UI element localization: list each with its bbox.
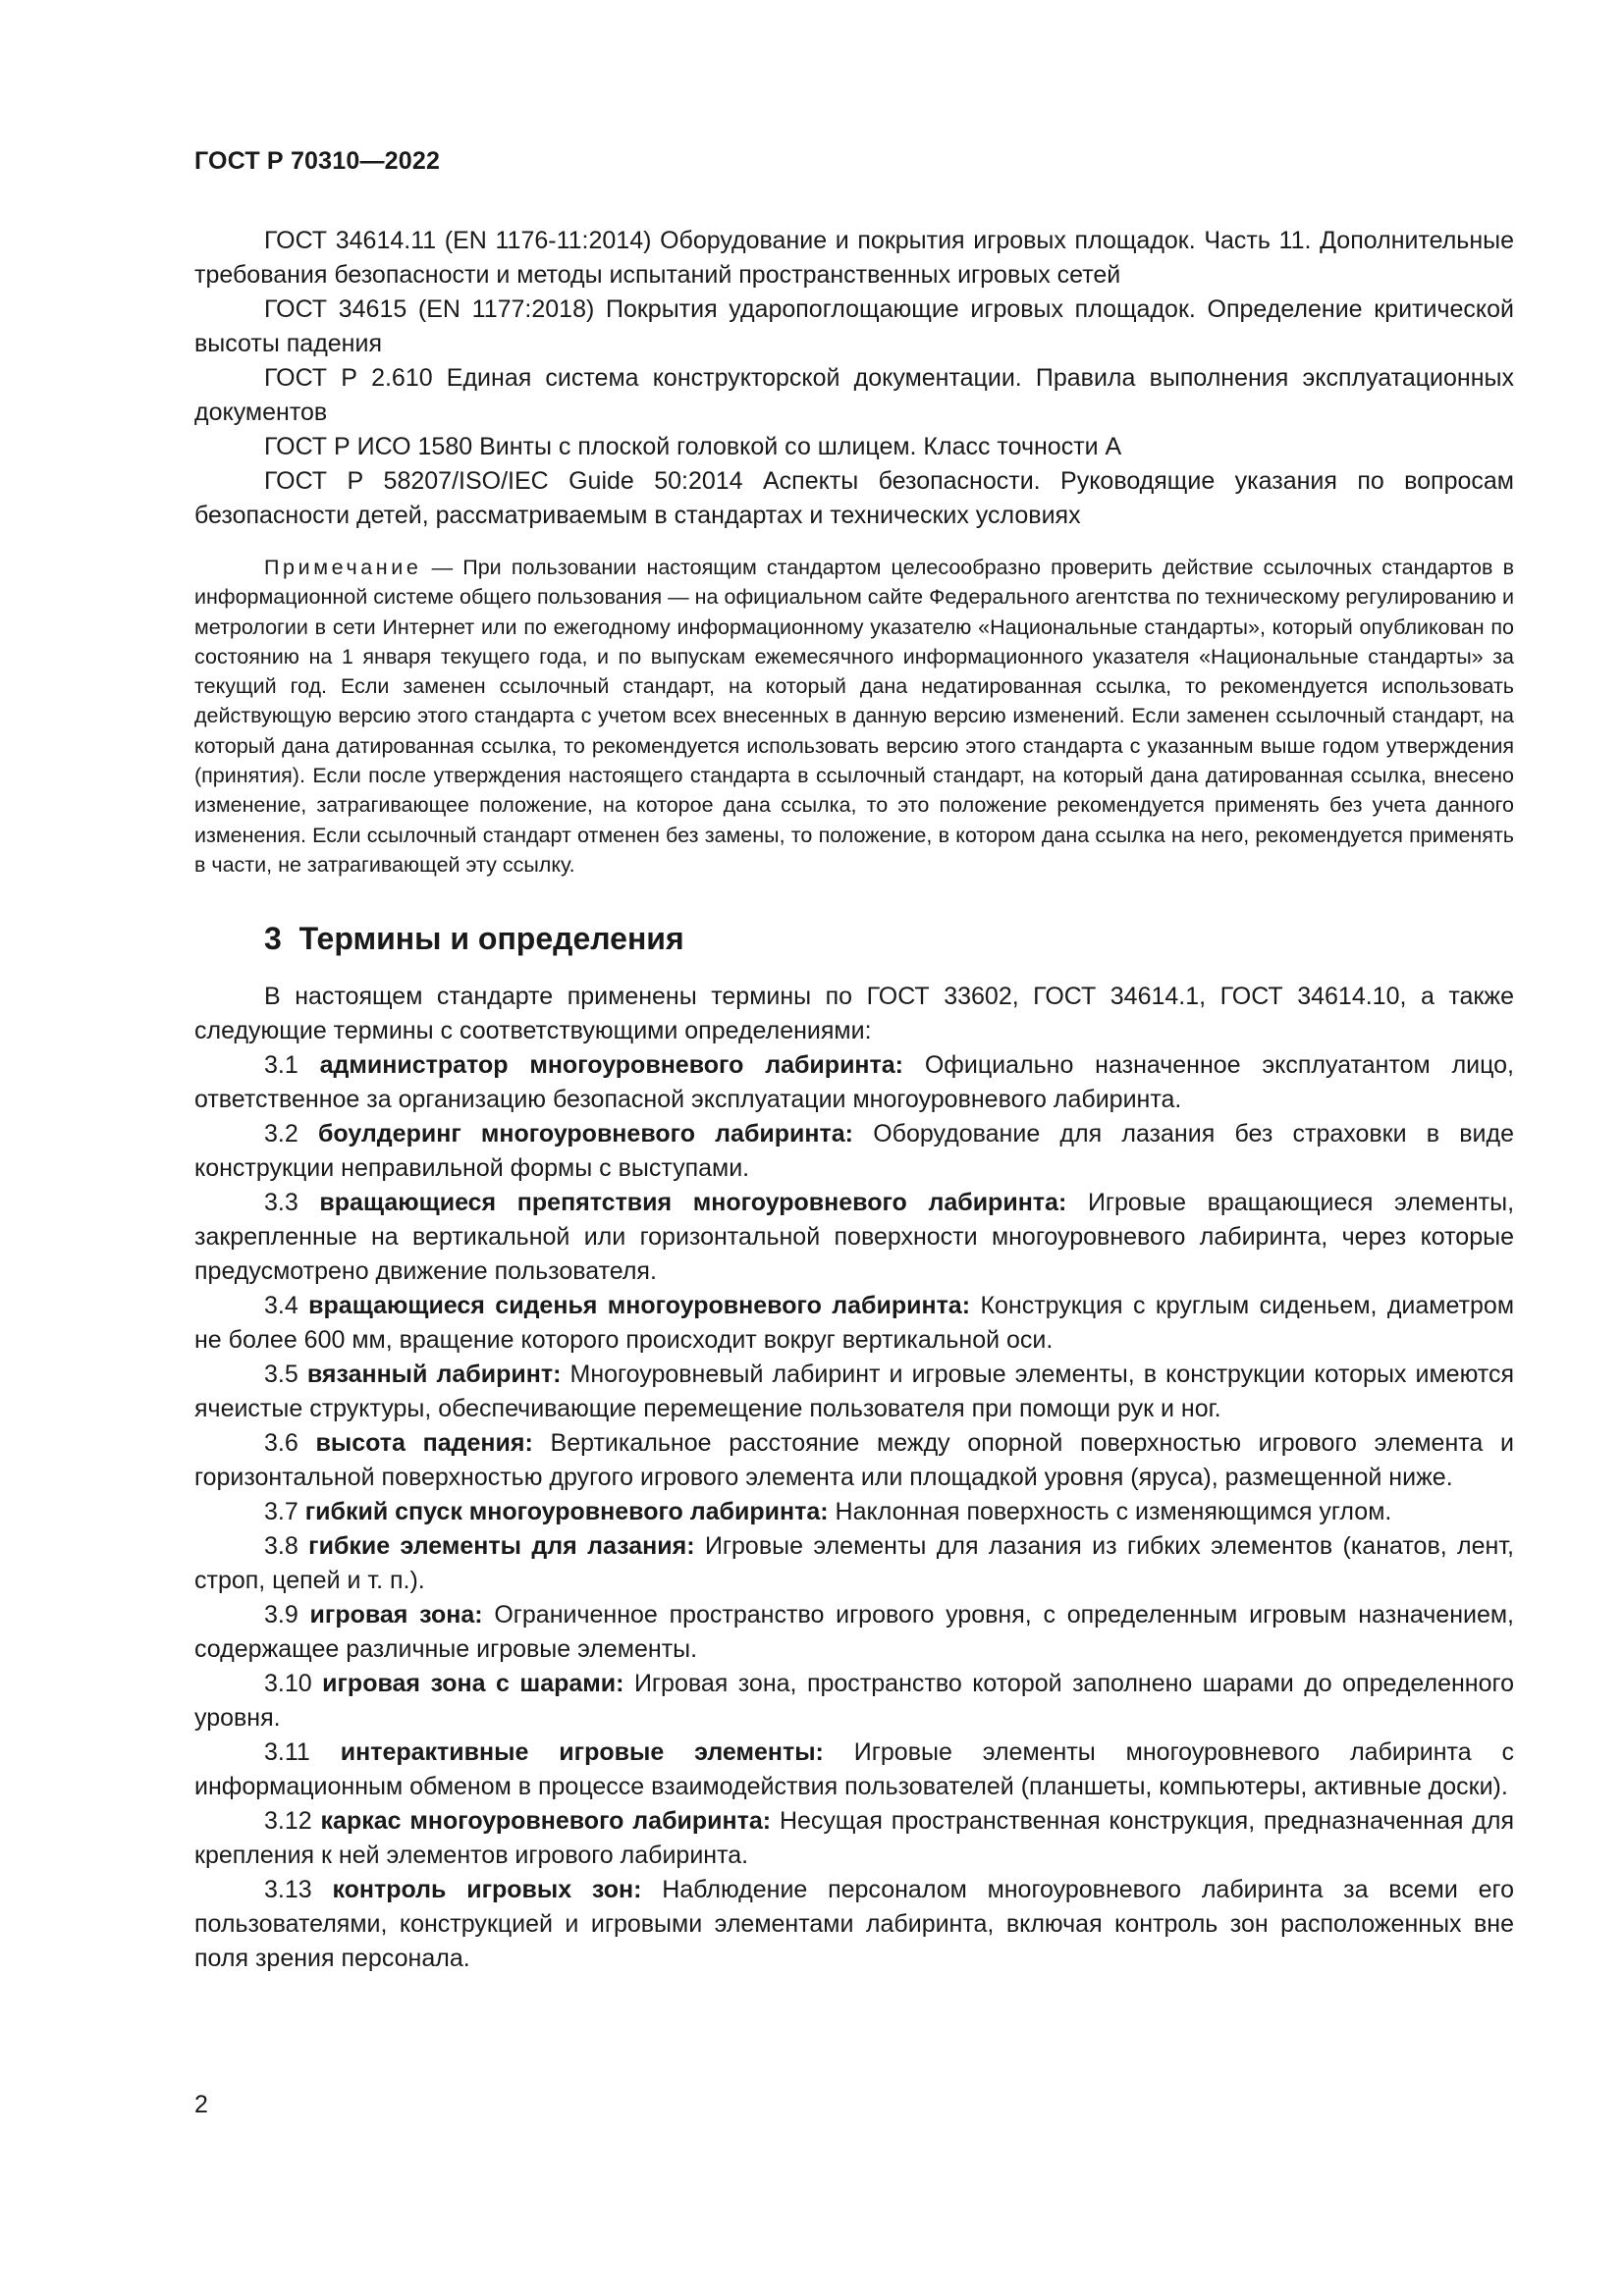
term-entry [194, 1186, 1514, 1289]
term-definition: Наклонная поверхность с изменяющимся углом. [835, 1498, 1392, 1526]
term-definition: Конструкция с круглым сиденьем, диаметром не более 600 мм, вращение которого происходит вокруг вертикальной оси. [194, 1292, 1515, 1355]
term-number: 3.3 [264, 1189, 298, 1217]
term-entry [194, 1667, 1514, 1735]
reference-item: ГОСТ Р 58207/ISO/IEC Guide 50:2014 Аспекты безопасности. Руководящие указания по вопросам безопасности детей, рассматриваемым в стандартах и технических условиях [194, 467, 1514, 529]
note-label: Примечание [264, 556, 422, 579]
term-entry [194, 1873, 1514, 1976]
references-note [194, 553, 1514, 880]
term-entry [194, 1804, 1514, 1873]
section-title [264, 919, 1514, 958]
term-name: вращающиеся сиденья многоуровневого лабиринта: [308, 1292, 971, 1320]
page-content [194, 224, 1514, 1976]
term-definition: Ограниченное пространство игрового уровня, с определенным игровым назначением, содержащее различные игровые элементы. [194, 1601, 1514, 1664]
term-definition: Игровые вращающиеся элементы, закрепленные на вертикальной или горизонтальной поверхности многоуровневого лабиринта, через которые предусмотрено движение пользователя. [194, 1189, 1515, 1286]
term-number: 3.7 [264, 1498, 298, 1526]
term-entry [194, 1289, 1514, 1358]
normative-references-list [194, 224, 1514, 533]
term-definition: Игровые элементы многоуровневого лабиринта с информационным обменом в процессе взаимодействия пользователей (планшеты, компьютеры, активные доски). [194, 1738, 1515, 1801]
term-entry [194, 1426, 1514, 1495]
term-number: 3.11 [264, 1738, 310, 1767]
term-number: 3.5 [264, 1361, 298, 1389]
term-entry [194, 1117, 1514, 1186]
term-definition: Игровые элементы для лазания из гибких элементов (канатов, лент, строп, цепей и т. п.). [194, 1532, 1514, 1595]
term-number: 3.6 [264, 1429, 298, 1458]
term-name: гибкие элементы для лазания: [308, 1532, 695, 1561]
section-number: 3 [264, 921, 282, 957]
term-name: интерактивные игровые элементы: [340, 1738, 824, 1767]
term-entry [194, 1495, 1514, 1529]
document-header: ГОСТ Р 70310—2022 [194, 147, 441, 175]
term-definition: Многоуровневый лабиринт и игровые элементы, в конструкции которых имеются ячеистые структуры, обеспечивающие перемещение пользователя при помощи рук и ног. [194, 1361, 1514, 1423]
page-number: 2 [194, 2091, 208, 2118]
reference-item: ГОСТ 34614.11 (EN 1176-11:2014) Оборудование и покрытия игровых площадок. Часть 11. Дополнительные требования безопасности и методы испытаний пространственных игровых сетей [194, 227, 1514, 289]
term-definition: Наблюдение персоналом многоуровневого лабиринта за всеми его пользователями, конструкцией и игровыми элементами лабиринта, включая контроль зон расположенных вне поля зрения персонала. [194, 1876, 1514, 1973]
term-name: гибкий спуск многоуровневого лабиринта: [304, 1498, 829, 1526]
term-name: контроль игровых зон: [332, 1876, 642, 1904]
term-name: игровая зона с шарами: [322, 1670, 624, 1698]
term-name: вязанный лабиринт: [306, 1361, 562, 1389]
section-intro: В настоящем стандарте применены термины по ГОСТ 33602, ГОСТ 34614.1, ГОСТ 34614.10, а также следующие термины с соответствующими определениями: [194, 983, 1514, 1045]
term-number: 3.2 [264, 1120, 298, 1148]
reference-item: ГОСТ Р 2.610 Единая система конструкторской документации. Правила выполнения эксплуатационных документов [194, 364, 1514, 426]
term-number: 3.13 [264, 1876, 312, 1904]
reference-item: ГОСТ 34615 (EN 1177:2018) Покрытия ударопоглощающие игровых площадок. Определение критической высоты падения [194, 295, 1514, 357]
term-name: каркас многоуровневого лабиринта: [320, 1807, 772, 1836]
term-entry [194, 1048, 1514, 1117]
term-number: 3.8 [264, 1532, 298, 1561]
term-definition: Игровая зона, пространство которой заполнено шарами до определенного уровня. [194, 1670, 1514, 1733]
term-entry [194, 1358, 1514, 1426]
reference-item: ГОСТ Р ИСО 1580 Винты с плоской головкой со шлицем. Класс точности А [264, 433, 1122, 460]
term-entry [194, 1598, 1514, 1667]
term-number: 3.9 [264, 1601, 298, 1629]
term-entry [194, 1735, 1514, 1804]
term-number: 3.10 [264, 1670, 312, 1698]
term-definition: Несущая пространственная конструкция, предназначенная для крепления к ней элементов игрового лабиринта. [194, 1807, 1515, 1870]
term-definition: Официально назначенное эксплуатантом лицо, ответственное за организацию безопасной эксплуатации многоуровневого лабиринта. [194, 1051, 1515, 1114]
term-name: администратор многоуровневого лабиринта: [319, 1051, 904, 1080]
term-entry [194, 1529, 1514, 1598]
term-name: боулдеринг многоуровневого лабиринта: [317, 1120, 853, 1148]
term-number: 3.4 [264, 1292, 298, 1320]
terms-list [194, 980, 1514, 1976]
term-name: высота падения: [315, 1429, 533, 1458]
term-definition: Оборудование для лазания без страховки в виде конструкции неправильной формы с выступами. [194, 1120, 1514, 1183]
note-text: — При пользовании настоящим стандартом целесообразно проверить действие ссылочных стандартов в информационной системе общего пользования — на официальном сайте Федерального агентства по техническому регулированию и метрологии в сети Интернет или по ежегодному информационному указателю «Национальные стандарты», который опубликован по состоянию на 1 января текущего года, и по выпускам ежемесячного информационного указателя «Национальные стандарты» за текущий год. Если заменен ссылочный стандарт, на который дана недатированная ссылка, то рекомендуется использовать действующую версию этого стандарта с учетом всех внесенных в данную версию изменений. Если заменен ссылочный стандарт, на который дана датированная ссылка, то рекомендуется использовать версию этого стандарта с указанным выше годом утверждения (принятия). Если после утверждения настоящего стандарта в ссылочный стандарт, на который дана датированная ссылка, внесено изменение, затрагивающее положение, на которое дана ссылка, то это положение рекомендуется применять без учета данного изменения. Если ссылочный стандарт отменен без замены, то положение, в котором дана ссылка на него, рекомендуется применять в части, не затрагивающей эту ссылку. [194, 556, 1514, 877]
term-number: 3.12 [264, 1807, 312, 1836]
term-name: игровая зона: [309, 1601, 483, 1629]
term-number: 3.1 [264, 1051, 298, 1080]
term-name: вращающиеся препятствия многоуровневого лабиринта: [319, 1189, 1067, 1217]
section-heading: Термины и определения [298, 921, 684, 957]
term-definition: Вертикальное расстояние между опорной поверхностью игрового элемента и горизонтальной поверхностью другого игрового элемента или площадкой уровня (яруса), размещенной ниже. [194, 1429, 1515, 1492]
